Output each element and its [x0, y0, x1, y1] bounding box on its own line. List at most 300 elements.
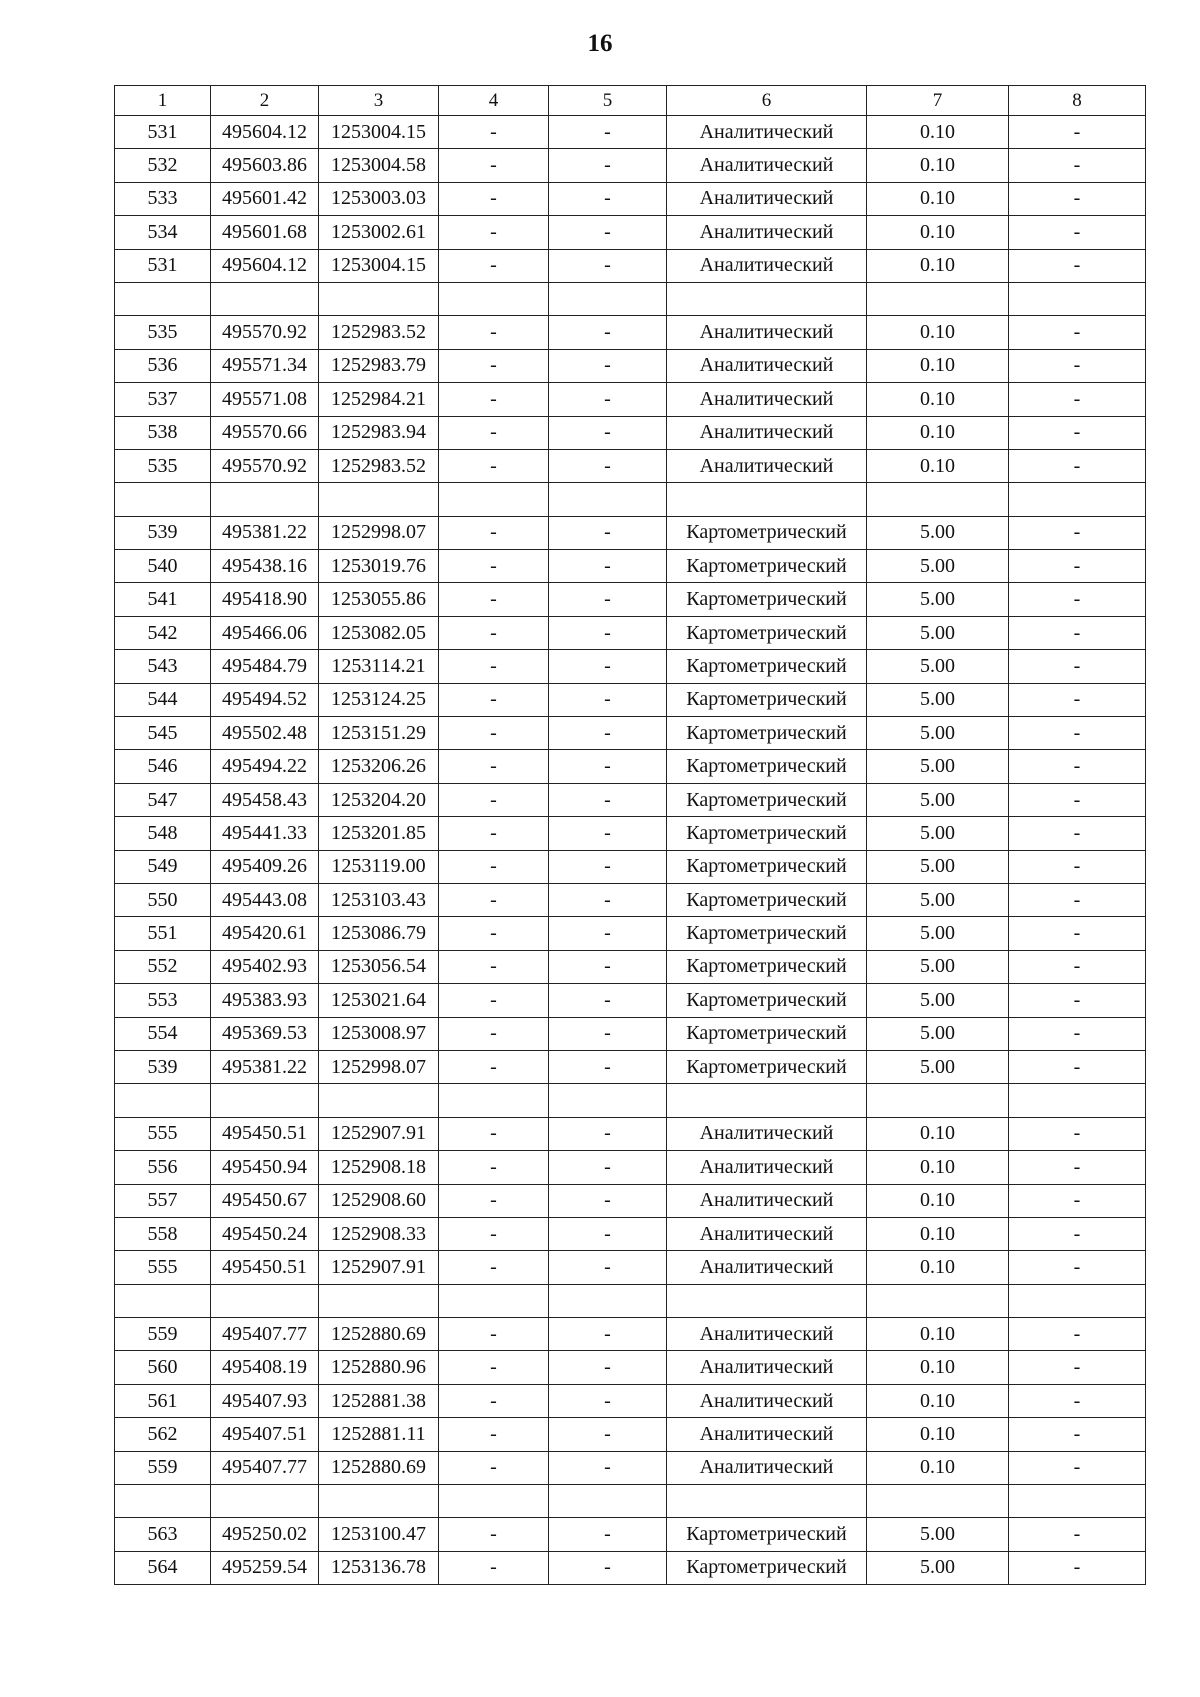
table-cell: 495458.43	[211, 783, 319, 816]
empty-cell	[439, 1284, 549, 1317]
table-cell: -	[439, 750, 549, 783]
table-cell: Аналитический	[667, 1384, 867, 1417]
table-row	[115, 1217, 1146, 1250]
table-cell: Аналитический	[667, 1318, 867, 1351]
table-cell: 539	[115, 516, 211, 549]
table-cell: -	[1009, 1318, 1146, 1351]
table-cell: -	[439, 1451, 549, 1484]
empty-cell	[319, 1084, 439, 1117]
table-row	[115, 1050, 1146, 1083]
table-cell: 495420.61	[211, 917, 319, 950]
table-cell: 495407.77	[211, 1451, 319, 1484]
empty-cell	[115, 282, 211, 315]
table-cell: 1252984.21	[319, 383, 439, 416]
table-cell: 5.00	[867, 1050, 1009, 1083]
column-header: 4	[439, 86, 549, 116]
table-row	[115, 182, 1146, 215]
table-cell: -	[1009, 1217, 1146, 1250]
table-cell: 536	[115, 349, 211, 382]
table-cell: -	[1009, 383, 1146, 416]
table-cell: 5.00	[867, 583, 1009, 616]
table-row	[115, 850, 1146, 883]
table-cell: -	[1009, 683, 1146, 716]
table-cell: 549	[115, 850, 211, 883]
table-cell: 0.10	[867, 383, 1009, 416]
table-cell: -	[1009, 216, 1146, 249]
table-cell: -	[439, 416, 549, 449]
empty-cell	[1009, 483, 1146, 516]
table-row	[115, 516, 1146, 549]
table-cell: 1252880.96	[319, 1351, 439, 1384]
table-cell: 1252907.91	[319, 1117, 439, 1150]
table-cell: -	[439, 1151, 549, 1184]
table-cell: Картометрический	[667, 683, 867, 716]
empty-cell	[867, 483, 1009, 516]
table-cell: Аналитический	[667, 1418, 867, 1451]
table-cell: 1253151.29	[319, 717, 439, 750]
empty-cell	[211, 1485, 319, 1518]
table-cell: -	[1009, 1518, 1146, 1551]
column-header: 7	[867, 86, 1009, 116]
empty-cell	[211, 1084, 319, 1117]
table-cell: 495438.16	[211, 550, 319, 583]
table-cell: -	[549, 717, 667, 750]
table-cell: -	[549, 1518, 667, 1551]
table-row	[115, 249, 1146, 282]
table-cell: -	[549, 616, 667, 649]
table-cell: 495383.93	[211, 984, 319, 1017]
table-cell: -	[549, 783, 667, 816]
table-cell: 1252998.07	[319, 516, 439, 549]
table-cell: -	[549, 1451, 667, 1484]
table-cell: 1252983.52	[319, 316, 439, 349]
table-cell: 540	[115, 550, 211, 583]
table-row	[115, 984, 1146, 1017]
table-cell: 495450.51	[211, 1117, 319, 1150]
table-cell: 0.10	[867, 1451, 1009, 1484]
separator-row	[115, 1284, 1146, 1317]
table-cell: -	[549, 1217, 667, 1250]
table-cell: Аналитический	[667, 1217, 867, 1250]
column-header: 8	[1009, 86, 1146, 116]
table-cell: 5.00	[867, 683, 1009, 716]
table-cell: 495604.12	[211, 249, 319, 282]
table-cell: -	[1009, 1351, 1146, 1384]
table-cell: 1252880.69	[319, 1318, 439, 1351]
table-cell: -	[1009, 1050, 1146, 1083]
table-cell: 1252907.91	[319, 1251, 439, 1284]
table-cell: -	[1009, 416, 1146, 449]
table-cell: 551	[115, 917, 211, 950]
table-cell: 5.00	[867, 917, 1009, 950]
table-cell: 555	[115, 1251, 211, 1284]
table-cell: 1253021.64	[319, 984, 439, 1017]
table-cell: 495466.06	[211, 616, 319, 649]
table-cell: -	[549, 182, 667, 215]
table-row	[115, 1351, 1146, 1384]
table-cell: 1253003.03	[319, 182, 439, 215]
table-cell: Картометрический	[667, 850, 867, 883]
table-cell: 533	[115, 182, 211, 215]
table-cell: 1252908.33	[319, 1217, 439, 1250]
empty-cell	[867, 1485, 1009, 1518]
table-cell: -	[1009, 950, 1146, 983]
table-row	[115, 1017, 1146, 1050]
table-cell: 495407.93	[211, 1384, 319, 1417]
table-cell: -	[549, 416, 667, 449]
table-cell: 495603.86	[211, 149, 319, 182]
table-cell: 495369.53	[211, 1017, 319, 1050]
table-cell: Картометрический	[667, 783, 867, 816]
table-cell: 544	[115, 683, 211, 716]
table-cell: -	[549, 216, 667, 249]
table-cell: -	[439, 1251, 549, 1284]
page-number: 16	[587, 30, 613, 57]
table-cell: 562	[115, 1418, 211, 1451]
table-cell: Картометрический	[667, 1050, 867, 1083]
table-cell: -	[549, 917, 667, 950]
table-cell: Картометрический	[667, 883, 867, 916]
empty-cell	[319, 1485, 439, 1518]
table-cell: 495402.93	[211, 950, 319, 983]
table-cell: 5.00	[867, 516, 1009, 549]
table-row	[115, 783, 1146, 816]
table-cell: 0.10	[867, 116, 1009, 149]
table-cell: 0.10	[867, 449, 1009, 482]
table-cell: -	[1009, 449, 1146, 482]
table-cell: -	[1009, 883, 1146, 916]
table-cell: -	[439, 449, 549, 482]
column-header: 3	[319, 86, 439, 116]
table-cell: -	[439, 1418, 549, 1451]
table-cell: -	[1009, 650, 1146, 683]
table-cell: 561	[115, 1384, 211, 1417]
table-cell: 5.00	[867, 616, 1009, 649]
table-cell: 495494.22	[211, 750, 319, 783]
table-cell: 495381.22	[211, 1050, 319, 1083]
table-cell: Картометрический	[667, 717, 867, 750]
table-row	[115, 616, 1146, 649]
table-cell: -	[439, 216, 549, 249]
table-row	[115, 1551, 1146, 1584]
empty-cell	[1009, 1485, 1146, 1518]
table-cell: -	[549, 1184, 667, 1217]
column-header: 6	[667, 86, 867, 116]
table-cell: 1253056.54	[319, 950, 439, 983]
table-cell: -	[439, 116, 549, 149]
table-cell: -	[549, 1251, 667, 1284]
table-cell: -	[1009, 1184, 1146, 1217]
empty-cell	[319, 483, 439, 516]
table-cell: 563	[115, 1518, 211, 1551]
table-row	[115, 750, 1146, 783]
empty-cell	[549, 282, 667, 315]
table-cell: 0.10	[867, 1318, 1009, 1351]
table-cell: 0.10	[867, 1384, 1009, 1417]
table-row	[115, 1184, 1146, 1217]
table-cell: 545	[115, 717, 211, 750]
table-cell: 0.10	[867, 182, 1009, 215]
table-row	[115, 349, 1146, 382]
table-cell: 1252881.38	[319, 1384, 439, 1417]
table-cell: -	[439, 1050, 549, 1083]
table-cell: -	[1009, 917, 1146, 950]
empty-cell	[439, 483, 549, 516]
table-cell: 560	[115, 1351, 211, 1384]
table-cell: -	[439, 850, 549, 883]
table-cell: Аналитический	[667, 216, 867, 249]
table-cell: -	[549, 984, 667, 1017]
table-cell: 537	[115, 383, 211, 416]
table-cell: 495407.51	[211, 1418, 319, 1451]
table-cell: Аналитический	[667, 1151, 867, 1184]
separator-row	[115, 483, 1146, 516]
table-cell: 5.00	[867, 984, 1009, 1017]
table-cell: Аналитический	[667, 1117, 867, 1150]
table-cell: 1253004.58	[319, 149, 439, 182]
table-row	[115, 917, 1146, 950]
table-cell: Картометрический	[667, 750, 867, 783]
table-row	[115, 550, 1146, 583]
table-cell: 547	[115, 783, 211, 816]
table-cell: -	[549, 316, 667, 349]
table-cell: Картометрический	[667, 917, 867, 950]
table-cell: 538	[115, 416, 211, 449]
table-row	[115, 717, 1146, 750]
table-row	[115, 116, 1146, 149]
table-cell: -	[439, 383, 549, 416]
table-cell: 558	[115, 1217, 211, 1250]
table-cell: Аналитический	[667, 149, 867, 182]
table-cell: Картометрический	[667, 950, 867, 983]
table-cell: 557	[115, 1184, 211, 1217]
table-cell: -	[439, 616, 549, 649]
table-cell: 495450.94	[211, 1151, 319, 1184]
table-cell: 5.00	[867, 1017, 1009, 1050]
table-cell: Аналитический	[667, 316, 867, 349]
table-cell: 495604.12	[211, 116, 319, 149]
empty-cell	[115, 1485, 211, 1518]
table-cell: 1253055.86	[319, 583, 439, 616]
table-cell: -	[549, 149, 667, 182]
table-cell: 531	[115, 249, 211, 282]
table-cell: Аналитический	[667, 416, 867, 449]
table-cell: 495443.08	[211, 883, 319, 916]
table-cell: -	[439, 1384, 549, 1417]
table-cell: 1252983.79	[319, 349, 439, 382]
empty-cell	[115, 483, 211, 516]
table-cell: 1252908.18	[319, 1151, 439, 1184]
table-cell: -	[439, 249, 549, 282]
table-cell: 1253019.76	[319, 550, 439, 583]
table-cell: -	[549, 650, 667, 683]
empty-cell	[1009, 1284, 1146, 1317]
table-row	[115, 416, 1146, 449]
empty-cell	[1009, 282, 1146, 315]
table-cell: 1252908.60	[319, 1184, 439, 1217]
table-cell: -	[1009, 1151, 1146, 1184]
table-cell: -	[439, 1518, 549, 1551]
table-cell: 546	[115, 750, 211, 783]
table-cell: 1253119.00	[319, 850, 439, 883]
table-cell: -	[1009, 550, 1146, 583]
empty-cell	[319, 1284, 439, 1317]
table-cell: 534	[115, 216, 211, 249]
table-cell: Картометрический	[667, 650, 867, 683]
table-cell: -	[549, 1384, 667, 1417]
table-cell: -	[549, 550, 667, 583]
table-cell: -	[1009, 850, 1146, 883]
table-cell: 495408.19	[211, 1351, 319, 1384]
table-cell: -	[1009, 750, 1146, 783]
table-cell: 1253206.26	[319, 750, 439, 783]
table-cell: 5.00	[867, 783, 1009, 816]
table-cell: -	[1009, 1384, 1146, 1417]
table-cell: -	[549, 683, 667, 716]
table-cell: Аналитический	[667, 449, 867, 482]
table-cell: 495450.24	[211, 1217, 319, 1250]
table-cell: 1253103.43	[319, 883, 439, 916]
table-cell: 1253204.20	[319, 783, 439, 816]
table-cell: 5.00	[867, 550, 1009, 583]
table-cell: 0.10	[867, 416, 1009, 449]
table-cell: 495409.26	[211, 850, 319, 883]
table-cell: 1253124.25	[319, 683, 439, 716]
table-cell: -	[1009, 149, 1146, 182]
table-cell: 5.00	[867, 717, 1009, 750]
table-cell: Картометрический	[667, 984, 867, 1017]
table-cell: 535	[115, 316, 211, 349]
table-cell: -	[439, 516, 549, 549]
table-cell: -	[1009, 717, 1146, 750]
table-cell: -	[549, 850, 667, 883]
table-cell: 1253136.78	[319, 1551, 439, 1584]
table-cell: -	[1009, 1551, 1146, 1584]
table-cell: -	[439, 349, 549, 382]
table-cell: 495441.33	[211, 817, 319, 850]
table-cell: 0.10	[867, 149, 1009, 182]
table-cell: -	[549, 516, 667, 549]
table-cell: 0.10	[867, 1351, 1009, 1384]
table-cell: 539	[115, 1050, 211, 1083]
table-cell: 495450.51	[211, 1251, 319, 1284]
table-cell: 548	[115, 817, 211, 850]
table-cell: -	[439, 149, 549, 182]
table-cell: 1253114.21	[319, 650, 439, 683]
empty-cell	[1009, 1084, 1146, 1117]
table-cell: -	[1009, 984, 1146, 1017]
separator-row	[115, 1084, 1146, 1117]
table-cell: -	[1009, 249, 1146, 282]
table-cell: 495601.68	[211, 216, 319, 249]
table-cell: -	[1009, 1117, 1146, 1150]
table-cell: -	[1009, 1017, 1146, 1050]
table-row	[115, 950, 1146, 983]
table-cell: Аналитический	[667, 349, 867, 382]
empty-cell	[211, 483, 319, 516]
column-header: 2	[211, 86, 319, 116]
table-cell: -	[1009, 817, 1146, 850]
table-cell: -	[1009, 1451, 1146, 1484]
table-cell: -	[549, 817, 667, 850]
table-cell: 555	[115, 1117, 211, 1150]
table-cell: 0.10	[867, 316, 1009, 349]
table-cell: 5.00	[867, 1551, 1009, 1584]
table-cell: 495570.92	[211, 316, 319, 349]
table-cell: -	[439, 717, 549, 750]
empty-cell	[667, 1084, 867, 1117]
table-cell: -	[1009, 1418, 1146, 1451]
table-cell: -	[439, 1351, 549, 1384]
table-cell: -	[439, 182, 549, 215]
table-cell: 495259.54	[211, 1551, 319, 1584]
empty-cell	[549, 1485, 667, 1518]
column-header: 1	[115, 86, 211, 116]
table-cell: -	[549, 249, 667, 282]
table-cell: -	[439, 583, 549, 616]
table-cell: -	[439, 1217, 549, 1250]
empty-cell	[439, 1084, 549, 1117]
table-cell: 5.00	[867, 850, 1009, 883]
empty-cell	[439, 1485, 549, 1518]
table-cell: -	[439, 817, 549, 850]
table-cell: 1252880.69	[319, 1451, 439, 1484]
table-cell: 495494.52	[211, 683, 319, 716]
table-cell: -	[549, 116, 667, 149]
table-cell: -	[439, 650, 549, 683]
empty-cell	[667, 282, 867, 315]
table-row	[115, 817, 1146, 850]
table-cell: -	[549, 1418, 667, 1451]
table-row	[115, 1251, 1146, 1284]
table-cell: -	[549, 383, 667, 416]
empty-cell	[115, 1284, 211, 1317]
empty-cell	[867, 1284, 1009, 1317]
table-cell: 5.00	[867, 817, 1009, 850]
table-cell: Аналитический	[667, 1351, 867, 1384]
table-row	[115, 583, 1146, 616]
table-cell: -	[1009, 349, 1146, 382]
table-cell: 1253082.05	[319, 616, 439, 649]
table-row	[115, 449, 1146, 482]
table-row	[115, 1418, 1146, 1451]
table-cell: Картометрический	[667, 817, 867, 850]
table-cell: -	[549, 449, 667, 482]
table-cell: 5.00	[867, 1518, 1009, 1551]
table-cell: 1253100.47	[319, 1518, 439, 1551]
table-cell: -	[439, 683, 549, 716]
empty-cell	[867, 1084, 1009, 1117]
table-cell: -	[439, 316, 549, 349]
table-cell: 0.10	[867, 1151, 1009, 1184]
coordinates-table	[114, 85, 1146, 1585]
table-body	[115, 116, 1146, 1585]
table-cell: 541	[115, 583, 211, 616]
table-row	[115, 1518, 1146, 1551]
empty-cell	[867, 282, 1009, 315]
table-cell: -	[439, 550, 549, 583]
table-cell: 5.00	[867, 750, 1009, 783]
table-row	[115, 1117, 1146, 1150]
table-cell: Картометрический	[667, 1518, 867, 1551]
table-row	[115, 383, 1146, 416]
table-cell: Картометрический	[667, 516, 867, 549]
table-cell: -	[549, 1551, 667, 1584]
table-row	[115, 1451, 1146, 1484]
table-cell: 495381.22	[211, 516, 319, 549]
table-cell: -	[1009, 516, 1146, 549]
table-cell: 543	[115, 650, 211, 683]
